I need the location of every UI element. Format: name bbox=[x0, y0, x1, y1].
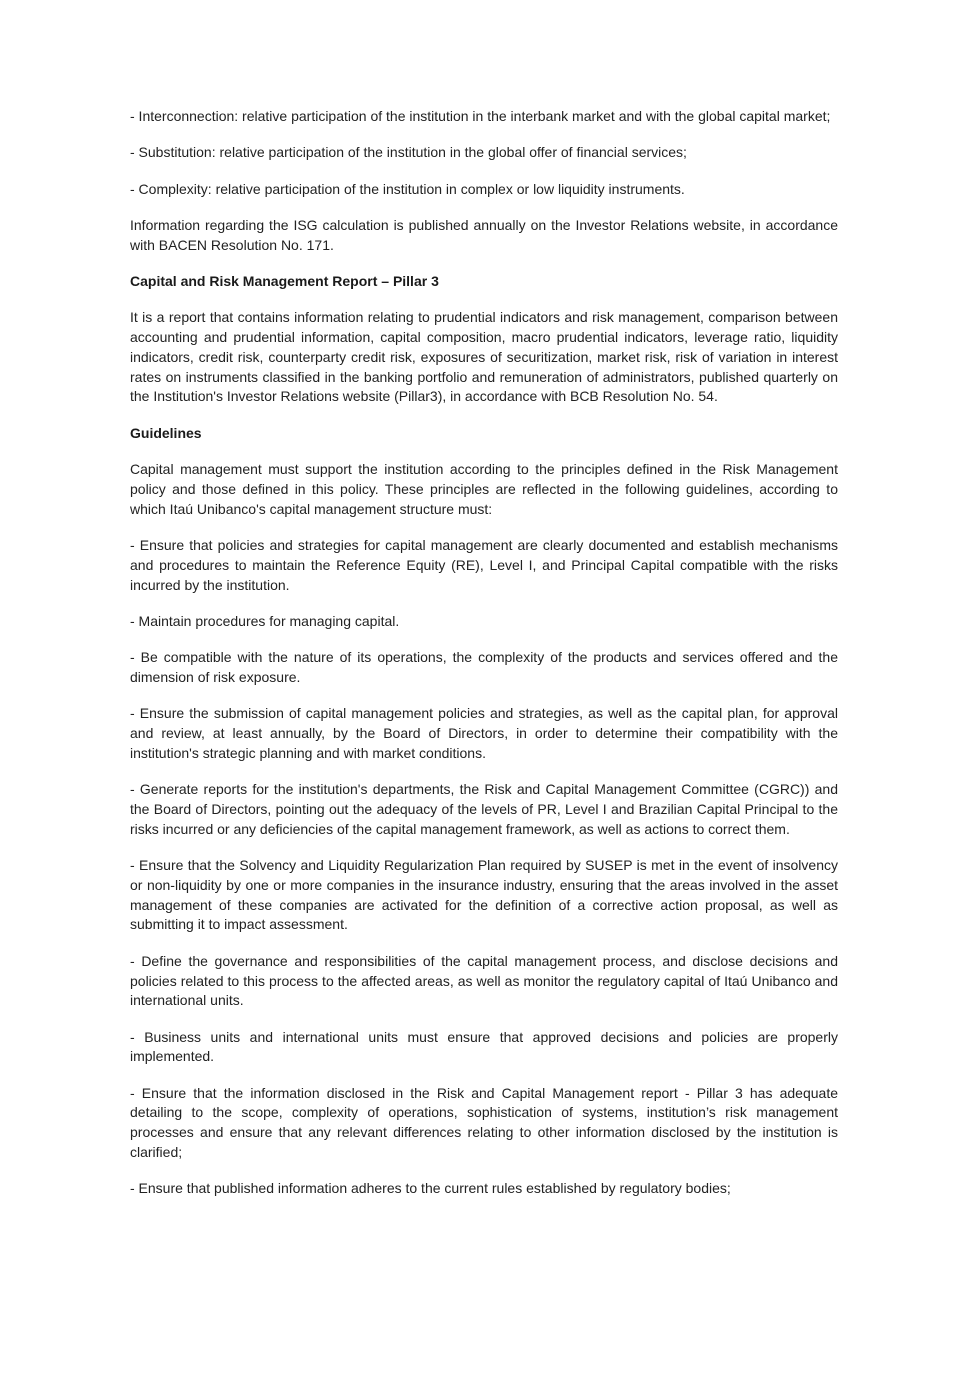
substitution-paragraph: - Substitution: relative participation of the institution in the global offer of financial services; bbox=[130, 144, 687, 161]
guideline-item: - Business units and international units must ensure that approved decisions and policies are properly implemented. bbox=[130, 1028, 838, 1065]
pillar3-body-paragraph: It is a report that contains information relating to prudential indicators and risk management, comparison between accounting and prudential information, capital composition, macro prudential indicators, leverage ratio, liquidity indicators, credit risk, counterparty credit risk, exposures of securitization, market risk, risk of variation in interest rates on instruments classified in the banking portfolio and remuneration of administrators, published quarterly on the Institution's Investor Relations website (Pillar3), in accordance with BCB Resolution No. 54. bbox=[130, 309, 838, 405]
guideline-item: - Ensure that published information adheres to the current rules established by regulatory bodies; bbox=[130, 1180, 731, 1197]
guideline-item: - Generate reports for the institution's departments, the Risk and Capital Management Committee (CGRC)) and the Board of Directors, pointing out the adequacy of the levels of PR, Level I and Brazilian Capital Principal to the risks incurred or any deficiencies of the capital management framework, as well as actions to correct them. bbox=[130, 781, 838, 837]
guideline-item: - Ensure that policies and strategies for capital management are clearly documented and establish mechanisms and procedures to maintain the Reference Equity (RE), Level I, and Principal Capital compatible with the risks incurred by the institution. bbox=[130, 536, 838, 593]
interconnection-paragraph: - Interconnection: relative participation of the institution in the interbank market and with the global capital market; bbox=[130, 108, 831, 124]
isg-information-paragraph: Information regarding the ISG calculation is published annually on the Investor Relations website, in accordance with BACEN Resolution No. 171. bbox=[130, 216, 838, 253]
guideline-item: - Ensure that the Solvency and Liquidity Regularization Plan required by SUSEP is met in the event of insolvency or non-liquidity by one or more companies in the insurance industry, ensuring that the areas involved in the asset management of these companies are activated for the definition of a corrective action proposal, as well as submitting it to impact assessment. bbox=[130, 857, 838, 933]
guideline-item: - Be compatible with the nature of its operations, the complexity of the products and services offered and the dimension of risk exposure. bbox=[130, 649, 838, 685]
complexity-paragraph: - Complexity: relative participation of the institution in complex or low liquidity instruments. bbox=[130, 180, 685, 197]
guidelines-intro-paragraph: Capital management must support the institution according to the principles defined in the Risk Management policy and those defined in this policy. These principles are reflected in the following guidelines, according to which Itaú Unibanco's capital management structure must: bbox=[130, 461, 838, 517]
guideline-item: - Maintain procedures for managing capital. bbox=[130, 612, 400, 629]
pillar3-heading: Capital and Risk Management Report – Pillar 3 bbox=[130, 272, 439, 289]
guidelines-heading: Guidelines bbox=[130, 424, 202, 441]
guideline-item: - Ensure that the information disclosed in the Risk and Capital Management report - Pillar 3 has adequate detailing to the scope, complexity of operations, sophistication of systems, institution’s risk management processes and ensure that any relevant differences relating to other information disclosed by the institution is clarified; bbox=[130, 1084, 838, 1161]
guideline-item: - Define the governance and responsibilities of the capital management process, and disclose decisions and policies related to this process to the affected areas, as well as monitor the regulatory capital of Itaú Unibanco and international units. bbox=[130, 952, 838, 1009]
guideline-item: - Ensure the submission of capital management policies and strategies, as well as the capital plan, for approval and review, at least annually, by the Board of Directors, in order to determine their compatibility with the institution's strategic planning and with market conditions. bbox=[130, 705, 838, 761]
document-page bbox=[130, 107, 838, 1216]
